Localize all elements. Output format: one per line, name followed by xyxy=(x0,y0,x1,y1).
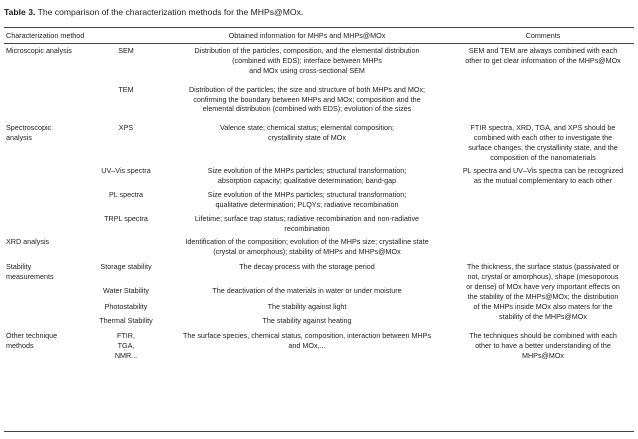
row-comment xyxy=(452,233,634,257)
row-method xyxy=(90,233,162,257)
row-category: Stability measurements xyxy=(6,262,54,282)
table-row xyxy=(4,44,634,76)
row-method: SEM xyxy=(118,45,134,55)
row-method: TRPL spectra xyxy=(104,213,148,223)
row-category: Microscopic analysis xyxy=(6,45,72,55)
row-info: Distribution of the particles; the size and structure of both MHPs and MOx; confirming the boundary between MHPs and MOx; composition and the elemental distribution (combined with EDS); evolution of the sizes xyxy=(188,84,426,114)
table-row xyxy=(4,257,634,282)
row-info: The decay process with the storage period xyxy=(239,262,375,272)
row-category: Spectroscopic analysis xyxy=(6,123,52,143)
row-category xyxy=(4,76,90,115)
caption-label: Table 3. xyxy=(4,7,36,17)
bottom-rule xyxy=(4,431,634,432)
row-info: The deactivation of the materials in water or under moisture xyxy=(212,286,402,296)
row-info: Size evolution of the MHPs particles; structural transformation; qualitative determination; PLQYs; radiative recombination xyxy=(207,189,407,209)
row-category xyxy=(4,163,90,186)
row-comment: SEM and TEM are always combined with each other to get clear information of the MHPs@MOx xyxy=(465,45,621,65)
row-info: Distribution of the particles, composition, and the elemental distribution (combined with EDS); interface between MHPs and MOx using cross-sectional SEM xyxy=(194,45,420,75)
table-caption xyxy=(4,7,634,27)
table-row xyxy=(4,326,634,361)
row-method: Storage stability xyxy=(100,262,152,272)
row-method: Water Stability xyxy=(102,286,150,296)
row-category xyxy=(4,186,90,210)
row-method: UV–Vis spectra xyxy=(101,165,151,175)
caption-text: The comparison of the characterization methods for the MHPs@MOx. xyxy=(37,7,304,17)
row-category xyxy=(4,312,90,326)
table-row xyxy=(4,163,634,186)
row-category: XRD analysis xyxy=(6,237,50,247)
table-row xyxy=(4,233,634,257)
row-category: Other technique methods xyxy=(6,330,58,350)
row-info: Size evolution of the MHPs particles; structural transformation; absorption capacity; qualitative determination; band-gap xyxy=(207,165,407,185)
row-category xyxy=(4,282,90,296)
characterization-table xyxy=(4,28,634,360)
row-category xyxy=(4,210,90,234)
row-info: The surface species, chemical status, composition, interaction between MHPs and MOx,... xyxy=(182,330,432,350)
row-category xyxy=(4,296,90,312)
table-container xyxy=(4,0,634,360)
header-comments: Comments xyxy=(525,31,561,40)
table-body xyxy=(4,44,634,361)
row-comment: The techniques should be combined with each other to have a better understanding of the MHPs@MOx xyxy=(469,330,617,360)
row-info: Valence state; chemical status; elemental composition; crystallinity state of MOx xyxy=(219,123,395,143)
row-comment: PL spectra and UV–Vis spectra can be recognized as the mutual complementary to each other xyxy=(462,165,624,185)
row-method: FTIR, TGA, NMR... xyxy=(114,330,138,360)
row-info: Lifetime; surface trap status; radiative recombination and non-radiative recombination xyxy=(194,213,420,233)
row-info: Identification of the composition; evolution of the MHPs size; crystalline state (crystal or amorphous); stability of MHPs and MHPs@MOx xyxy=(185,237,429,257)
row-method: Photostability xyxy=(104,301,148,311)
row-info: The stability against heating xyxy=(262,315,352,325)
header-method: Characterization method xyxy=(6,31,85,40)
row-method: TEM xyxy=(118,84,134,94)
header-info: Obtained information for MHPs and MHPs@MOx xyxy=(228,31,386,40)
row-comment: FTIR spectra, XRD, TGA, and XPS should be combined with each other to investigate the surface changes, the crystallinity state, and the composition of the nanomaterials xyxy=(468,123,618,163)
row-method: Thermal Stability xyxy=(99,315,153,325)
table-header-row xyxy=(4,28,634,43)
table-row xyxy=(4,114,634,163)
row-method: XPS xyxy=(118,123,134,133)
row-info: The stability against light xyxy=(267,301,347,311)
row-method: PL spectra xyxy=(108,189,144,199)
row-comment: The thickness, the surface status (passivated or not, crystal or amorphous), shape (mesoporous or dense) of MOx have very important effects on the stability of the MHPs@MOx; the distribution of the MHPs inside MOx also maters for the stability of the MHPs@MOx xyxy=(466,262,620,321)
